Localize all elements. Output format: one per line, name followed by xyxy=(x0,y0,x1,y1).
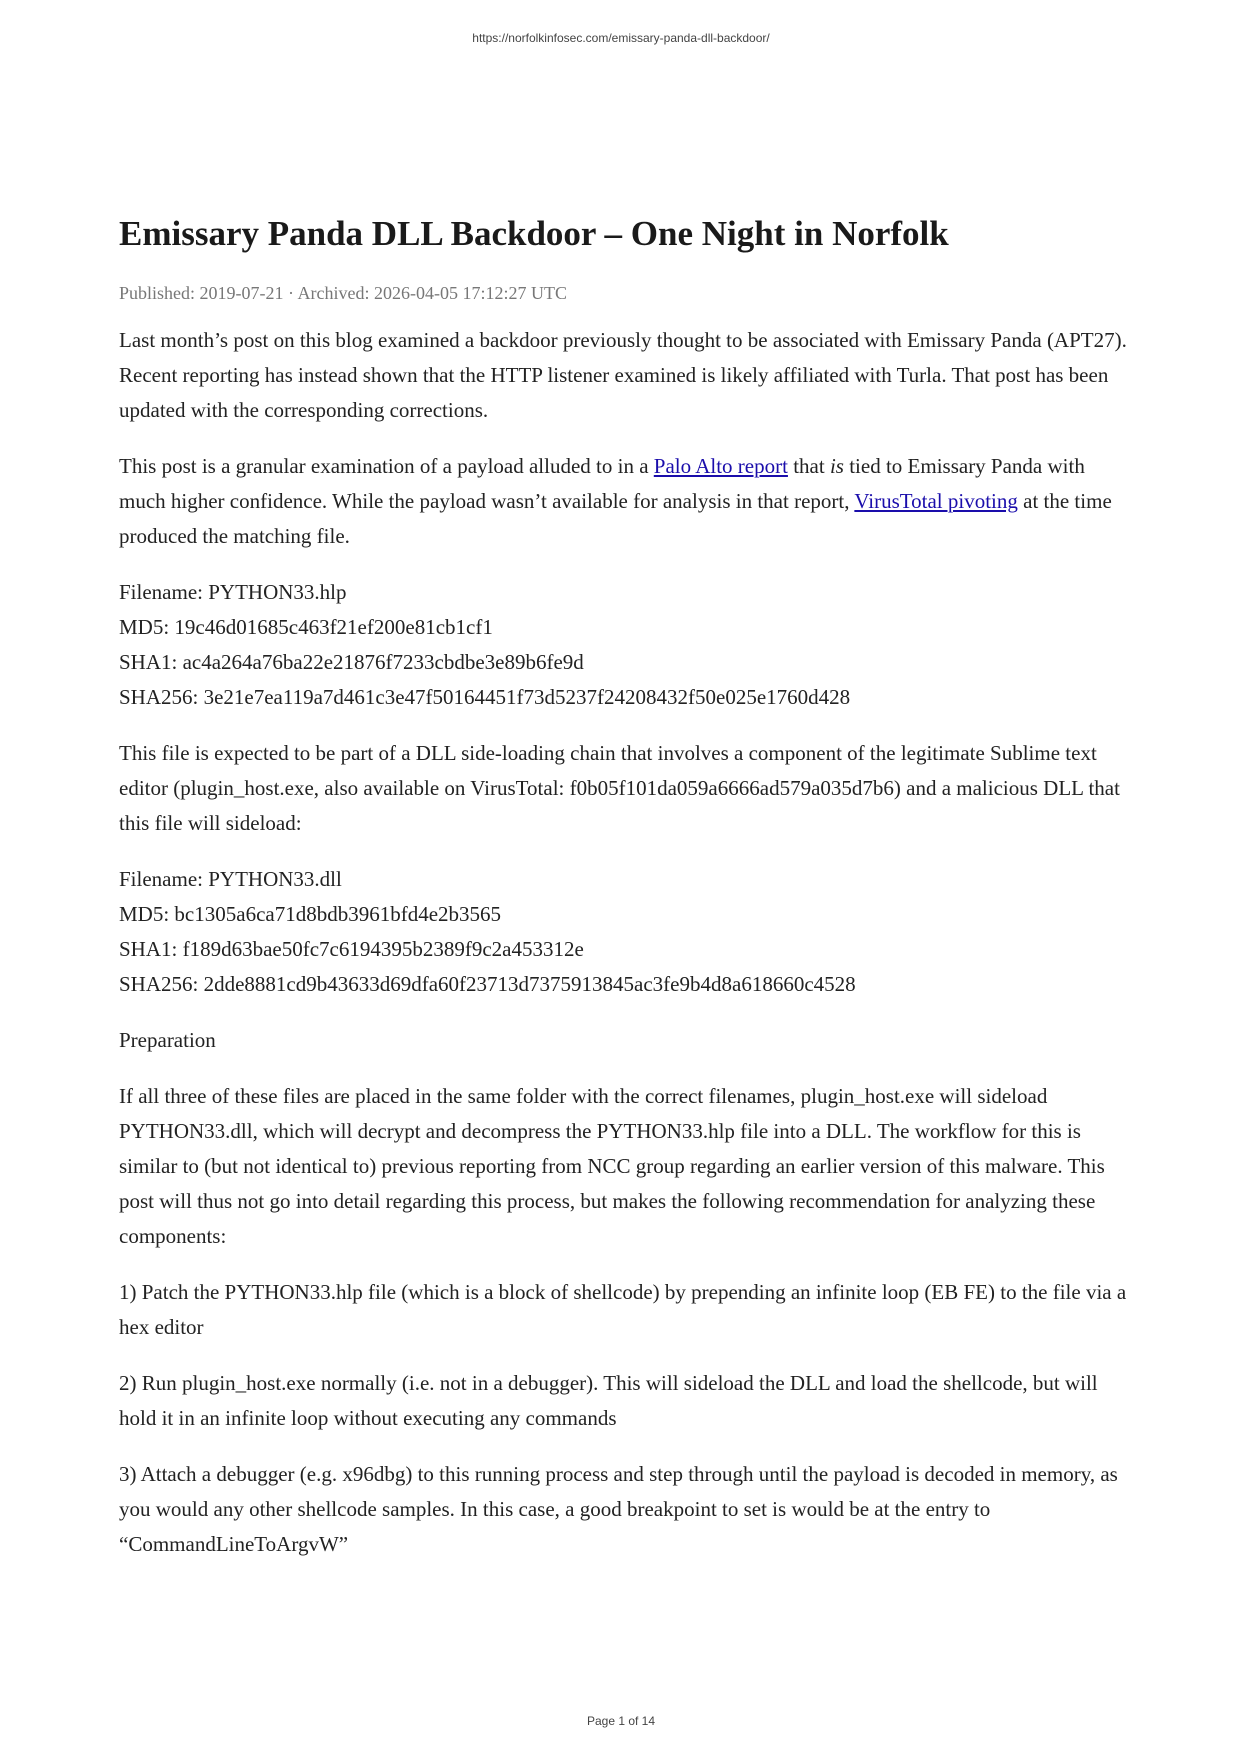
page-number: Page 1 of 14 xyxy=(586,1714,656,1728)
file2-sha1: SHA1: f189d63bae50fc7c6194395b2389f9c2a453312e xyxy=(119,937,584,961)
file1-sha256: SHA256: 3e21e7ea119a7d461c3e47f50164451f73d5237f24208432f50e025e1760d428 xyxy=(119,685,851,709)
paragraph-intro: Last month’s post on this blog examined a backdoor previously thought to be associated with Emissary Panda (APT27). Recent reporting has instead shown that the HTTP listener examined is likely affiliated with Turla. That post has been updated with the corresponding corrections. xyxy=(119,328,1127,422)
section-heading-preparation: Preparation xyxy=(119,1028,216,1052)
file2-sha256: SHA256: 2dde8881cd9b43633d69dfa60f23713d7375913845ac3fe9b4d8a618660c4528 xyxy=(119,972,856,996)
file1-sha1: SHA1: ac4a264a76ba22e21876f7233cbdbe3e89b6fe9d xyxy=(119,650,584,674)
paragraph-workflow: If all three of these files are placed in the same folder with the correct filenames, plugin_host.exe will sideload PYTHON33.dll, which will decrypt and decompress the PYTHON33.hlp file into a DLL. The workflow for this is similar to (but not identical to) previous reporting from NCC group regarding an earlier version of this malware. This post will thus not go into detail regarding this process, but makes the following recommendation for analyzing these components: xyxy=(119,1084,1105,1248)
text-fragment: that xyxy=(787,454,830,478)
text-fragment: at the time produced the matching file. xyxy=(119,489,1112,548)
file1-md5: MD5: 19c46d01685c463f21ef200e81cb1cf1 xyxy=(119,615,493,639)
palo-alto-report-link[interactable]: Palo Alto report xyxy=(653,454,788,478)
virustotal-pivoting-link[interactable]: VirusTotal pivoting xyxy=(854,489,1018,513)
article xyxy=(119,212,1129,1562)
step-2: 2) Run plugin_host.exe normally (i.e. not in a debugger). This will sideload the DLL and load the shellcode, but will hold it in an infinite loop without executing any commands xyxy=(119,1371,1098,1430)
step-1: 1) Patch the PYTHON33.hlp file (which is a block of shellcode) by prepending an infinite loop (EB FE) to the file via a hex editor xyxy=(119,1280,1127,1339)
text-fragment: tied to Emissary Panda with much higher confidence. While the payload wasn’t available for analysis in that report, xyxy=(119,454,1085,513)
step-3: 3) Attach a debugger (e.g. x96dbg) to this running process and step through until the payload is decoded in memory, as you would any other shellcode samples. In this case, a good breakpoint to set is would be at the entry to “CommandLineToArgvW” xyxy=(119,1462,1118,1556)
paragraph-payload xyxy=(119,449,1129,554)
page-url: https://norfolkinfosec.com/emissary-panda-dll-backdoor/ xyxy=(472,31,770,45)
publish-meta: Published: 2019-07-21 · Archived: 2026-04-05 17:12:27 UTC xyxy=(119,283,567,303)
text-fragment: This post is a granular examination of a payload alluded to in a xyxy=(119,454,654,478)
article-title: Emissary Panda DLL Backdoor – One Night in Norfolk xyxy=(119,214,949,253)
paragraph-sideload-chain: This file is expected to be part of a DLL side-loading chain that involves a component of the legitimate Sublime text editor (plugin_host.exe, also available on VirusTotal: f0b05f101da059a6666ad579a035d7b6) and a malicious DLL that this file will sideload: xyxy=(119,741,1120,835)
file1-filename: Filename: PYTHON33.hlp xyxy=(119,580,347,604)
file2-md5: MD5: bc1305a6ca71d8bdb3961bfd4e2b3565 xyxy=(119,902,502,926)
file2-filename: Filename: PYTHON33.dll xyxy=(119,867,342,891)
article-body xyxy=(119,323,1129,1562)
emphasis-is: is xyxy=(829,454,844,478)
